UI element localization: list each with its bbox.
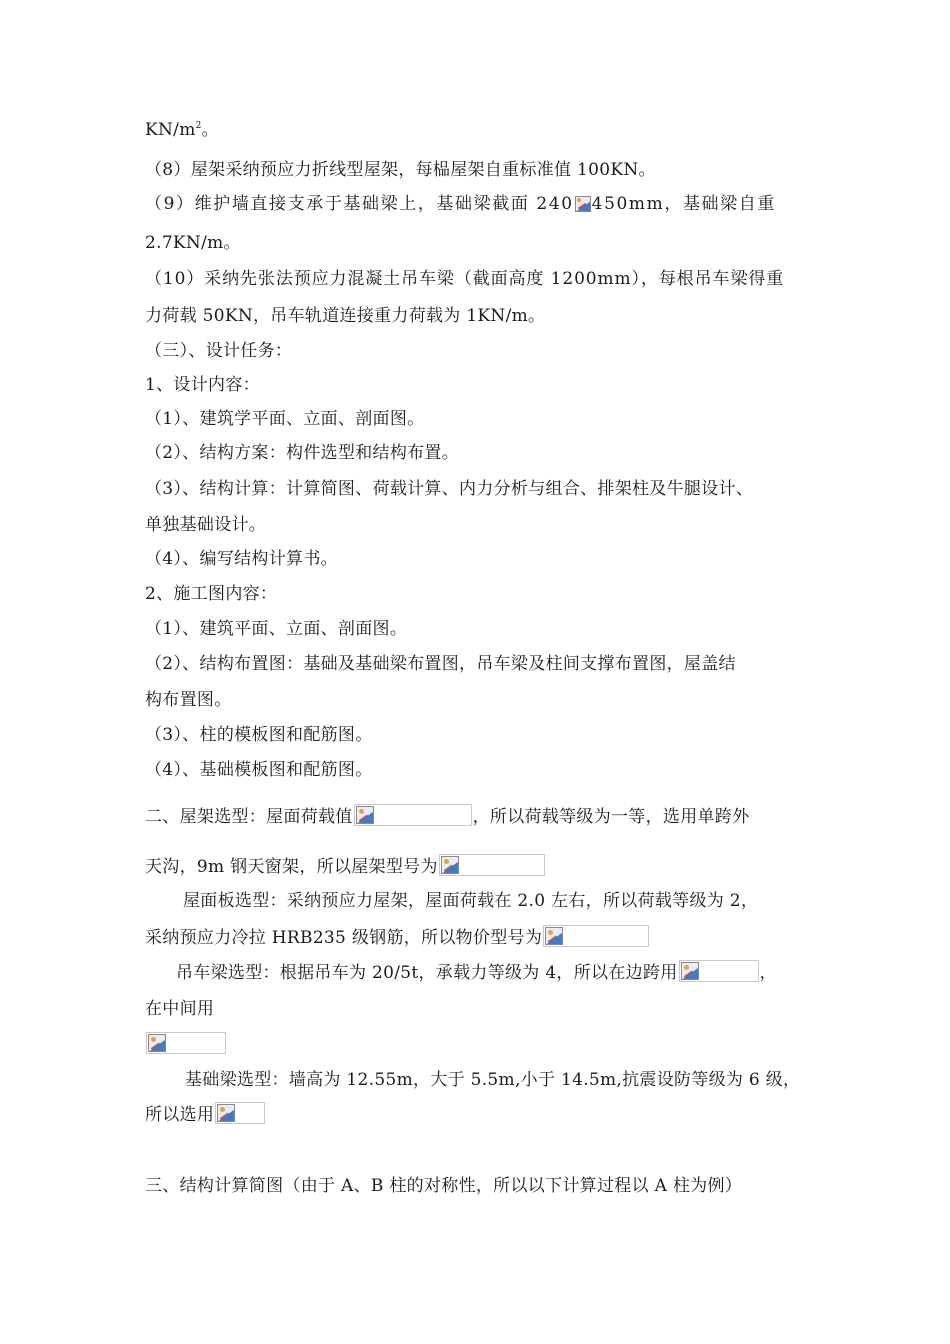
text-line-construction-drawings: 2、施工图内容： — [145, 584, 278, 604]
list-item-cont: 构布置图。 — [145, 690, 232, 710]
text-line-9 — [145, 192, 776, 216]
text: 吊车梁选型：根据吊车为 20/5t，承载力等级为 4，所以在边跨用 — [176, 963, 678, 983]
list-item: （2）、结构方案：构件选型和结构布置。 — [145, 443, 460, 463]
text-line-roof-panel: 屋面板选型：采纳预应力屋架，屋面荷载在 2.0 左右，所以荷载等级为 2， — [183, 891, 759, 911]
text-line-crane-beam — [176, 960, 777, 985]
text-line-roof-panel-cont — [145, 925, 650, 950]
text: ， — [759, 963, 777, 983]
list-item-cont: 单独基础设计。 — [145, 515, 267, 535]
text: 所以选用 — [145, 1105, 215, 1125]
text: 。 — [201, 120, 219, 140]
broken-image-icon — [575, 196, 591, 212]
list-item: （3）、柱的模板图和配筋图。 — [145, 725, 373, 745]
text: 天沟，9m 钢天窗架，所以屋架型号为 — [145, 857, 438, 877]
section-heading-truss-selection — [145, 804, 749, 829]
list-item: （3）、结构计算：计算简图、荷载计算、内力分析与组合、排架柱及牛腿设计、 — [145, 479, 754, 499]
section-heading-design-tasks: （三）、设计任务： — [145, 341, 293, 361]
broken-image-icon — [681, 962, 699, 980]
text-line-foundation-beam: 基础梁选型：墙高为 12.55m，大于 5.5m,小于 14.5m,抗震设防等级为 6 级， — [185, 1070, 801, 1090]
text-line-8: （8）屋架采纳预应力折线型屋架，每榀屋架自重标准值 100KN。 — [145, 160, 656, 180]
broken-image-icon — [545, 927, 563, 945]
list-item: （4）、编写结构计算书。 — [145, 549, 338, 569]
text-line-10: （10）采纳先张法预应力混凝土吊车梁（截面高度 1200mm），每根吊车梁得重 — [145, 269, 785, 289]
formula-image — [354, 804, 472, 826]
text-line-10-cont: 力荷载 50KN，吊车轨道连接重力荷载为 1KN/m。 — [145, 306, 546, 326]
broken-image-icon — [441, 856, 459, 874]
text: KN/m — [145, 120, 196, 140]
image-line — [145, 1032, 227, 1057]
formula-image — [146, 1032, 226, 1054]
broken-image-icon — [217, 1104, 235, 1122]
text: 二、屋架选型：屋面荷载值 — [145, 807, 353, 827]
superscript: 2 — [195, 121, 202, 131]
text: （9）维护墙直接支承于基础梁上，基础梁截面 240 — [145, 194, 574, 214]
broken-image-icon — [148, 1034, 166, 1052]
text-line-9-cont: 2.7KN/m。 — [145, 233, 241, 253]
formula-image — [543, 925, 649, 947]
list-item: （2）、结构布置图：基础及基础梁布置图，吊车梁及柱间支撑布置图，屋盖结 — [145, 654, 736, 674]
formula-image — [215, 1102, 265, 1124]
broken-image-icon — [356, 806, 374, 824]
section-heading-structural-diagram: 三、结构计算简图（由于 A、B 柱的对称性，所以以下计算过程以 A 柱为例） — [145, 1176, 743, 1196]
text: ，所以荷载等级为一等，选用单跨外 — [472, 807, 750, 827]
text: 采纳预应力冷拉 HRB235 级钢筋，所以物价型号为 — [145, 928, 543, 948]
text: 450mm，基础梁自重 — [591, 194, 776, 214]
text-line-unit — [145, 118, 219, 142]
text-line-design-content: 1、设计内容： — [145, 375, 260, 395]
text-line-foundation-beam-cont — [145, 1102, 266, 1127]
list-item: （1）、建筑学平面、立面、剖面图。 — [145, 409, 425, 429]
text-line-crane-beam-middle: 在中间用 — [145, 999, 215, 1019]
list-item: （1）、建筑平面、立面、剖面图。 — [145, 619, 408, 639]
formula-image — [679, 960, 759, 982]
list-item: （4）、基础模板图和配筋图。 — [145, 760, 373, 780]
formula-image — [439, 854, 545, 876]
text-line-truss-model — [145, 854, 546, 879]
